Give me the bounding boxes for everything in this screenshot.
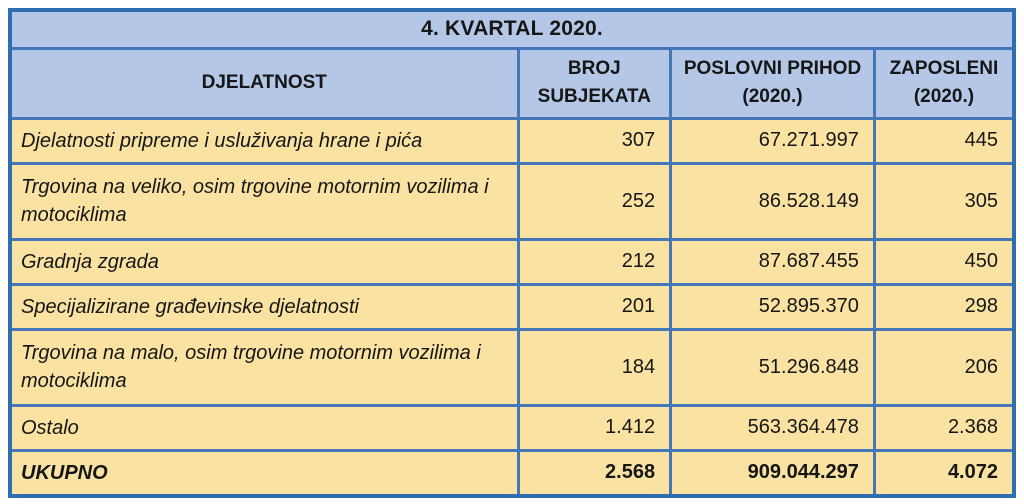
table-row (10, 118, 1014, 163)
activity-label: Ostalo (10, 405, 518, 450)
quarterly-results-table (8, 8, 1016, 498)
table-row (10, 239, 1014, 284)
subjects-count-value: 212 (518, 239, 671, 284)
subjects-count-value: 2.568 (518, 450, 671, 496)
table-row-total (10, 450, 1014, 496)
revenue-value: 86.528.149 (671, 163, 875, 239)
activity-label: Gradnja zgrada (10, 239, 518, 284)
column-header-poslovni-prihod: POSLOVNI PRIHOD (2020.) (671, 48, 875, 118)
revenue-value: 563.364.478 (671, 405, 875, 450)
activity-label: Specijalizirane građevinske djelatnosti (10, 284, 518, 329)
activity-label: UKUPNO (10, 450, 518, 496)
table-title: 4. KVARTAL 2020. (10, 10, 1014, 48)
revenue-value: 51.296.848 (671, 329, 875, 405)
table-row (10, 284, 1014, 329)
employees-value: 298 (874, 284, 1014, 329)
subjects-count-value: 1.412 (518, 405, 671, 450)
table-body (10, 118, 1014, 496)
activity-label: Djelatnosti pripreme i usluživanja hrane i pića (10, 118, 518, 163)
employees-value: 450 (874, 239, 1014, 284)
employees-value: 2.368 (874, 405, 1014, 450)
activity-label: Trgovina na malo, osim trgovine motornim vozilima i motociklima (10, 329, 518, 405)
subjects-count-value: 201 (518, 284, 671, 329)
revenue-value: 67.271.997 (671, 118, 875, 163)
employees-value: 4.072 (874, 450, 1014, 496)
column-header-djelatnost: DJELATNOST (10, 48, 518, 118)
subjects-count-value: 184 (518, 329, 671, 405)
employees-value: 206 (874, 329, 1014, 405)
employees-value: 445 (874, 118, 1014, 163)
activity-label: Trgovina na veliko, osim trgovine motornim vozilima i motociklima (10, 163, 518, 239)
table-row (10, 329, 1014, 405)
column-header-broj-subjekata: BROJ SUBJEKATA (518, 48, 671, 118)
revenue-value: 909.044.297 (671, 450, 875, 496)
revenue-value: 87.687.455 (671, 239, 875, 284)
table-row (10, 405, 1014, 450)
column-header-zaposleni: ZAPOSLENI (2020.) (874, 48, 1014, 118)
revenue-value: 52.895.370 (671, 284, 875, 329)
table-title-row (10, 10, 1014, 48)
employees-value: 305 (874, 163, 1014, 239)
subjects-count-value: 307 (518, 118, 671, 163)
column-header-row (10, 48, 1014, 118)
subjects-count-value: 252 (518, 163, 671, 239)
table-row (10, 163, 1014, 239)
